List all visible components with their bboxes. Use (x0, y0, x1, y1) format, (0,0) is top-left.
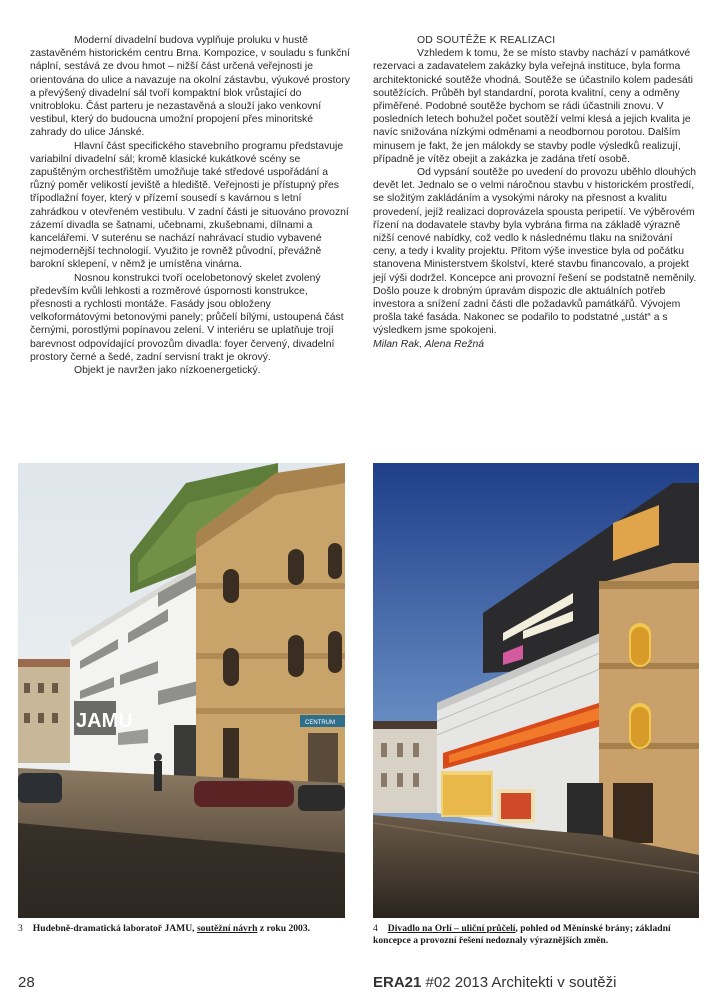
magazine-name: ERA21 (373, 974, 422, 991)
photo-caption-3 (18, 923, 345, 935)
magazine-issue: #02 2013 Architekti v soutěži (421, 974, 617, 991)
page-number: 28 (18, 974, 35, 991)
right-paragraph-1: Vzhledem k tomu, že se místo stavby nachází v památkové rezervaci a zadavatelem zakázky byla veřejná instituce, byla forma architektonické soutěže vhodná. Soutěže se účastnilo kolem padesáti soutěžících. Průběh byl standardní, porota kvalitní, ceny a odměny přiměřené. Podobné soutěže bychom se rádi účastnili znovu. V posledních letech bohužel počet soutěží velmi klesá a jejich kvalita je navíc snižována nízkými odměnami a neodbornou porotou. Dalším minusem je fakt, že jen málokdy se stavby podle výsledků realizují, případně je vítěz obejit a zakázka je zadána třetí osobě. (373, 48, 693, 165)
left-paragraph-4: Objekt je navržen jako nízkoenergetický. (74, 365, 261, 377)
left-text-column (30, 34, 352, 377)
photo-caption-4 (373, 923, 699, 947)
article-authors: Milan Rak, Alena Režná (373, 338, 485, 350)
left-paragraph-3: Nosnou konstrukci tvoří ocelobetonový skelet zvolený především kvůli lehkosti a rozměrové úspornosti konstrukce, přesnosti a rychlosti montáže. Fasády jsou obloženy velkoformátovými betonovými panely; průčelí bílými, ustoupená část černými, porostlými popínavou zelení. V interiéru se uplatňuje trojí barevnost odpovídající provozům divadla: foyer červený, divadelní prostory černé a šedé, zadní servisní trakt je okrový. (30, 272, 344, 363)
left-paragraph-2: Hlavní část specifického stavebního programu představuje variabilní divadelní sál; kromě klasické kukátkové scény se zapuštěným orchestřištěm umožňuje také středové uspořádání a různý poměr velikostí jeviště a hlediště. Veřejnosti je přístupný přes třípodlažní foyer, který v přízemí sousedí s kavárnou s letní zahrádkou v otevřeném vestibulu. V zadní části je situováno provozní zázemí divadla se šatnami, učebnami, zkušebnami, dílnami a kancelářemi. V suterénu se nachází nahrávací studio vybavené nejmodernější technologií. Využito je rovněž původní, převážně barokní sklepení, v němž je umístěna vinárna. (30, 140, 349, 271)
shop-sign: CENTRUM (305, 720, 335, 726)
caption-text-part: z roku 2003. (257, 923, 311, 934)
right-paragraph-2: Od vypsání soutěže po uvedení do provozu uběhlo dlouhých devět let. Jednalo se o velmi náročnou stavbu v historickém prostředí, se složitým zakládáním a vysokými nároky na přesnost a kvalitu provedení, jejíž realizaci doprovázela spousta peripetií. Ve výběrovém řízení na dodavatele stavby byla vybrána firma na základě výrazně nižší cenové nabídky, což vedlo k následnému tlaku na snižování ceny, a tedy i kvality projektu. Přitom výše investice byla od počátku stanovena Ministerstvem školství, které stavbu financovalo, a projekt její výši dodržel. Koncepce ani provozní řešení se podstatně neměnily. Došlo pouze k drobným úpravám dispozic dle aktuálních potřeb investora a snížení zadní části dle požadavků památkářů. Vývojem prošla také fasáda. Nakonec se podařilo to podstatné „ustát“ a s výsledkem jsme spokojeni. (373, 167, 697, 337)
competition-render-photo (18, 463, 345, 918)
right-text-column (373, 34, 699, 351)
jamu-sign: JAMU (76, 710, 133, 732)
left-paragraph-1: Moderní divadelní budova vyplňuje proluku v hustě zastavěném historickém centru Brna. Kompozice, v souladu s funkční náplní, sestává ze dvou hmot – nižší část určená veřejnosti je orientována do ulice a navazuje na okolní zástavbu, výukové prostory a převýšený divadelní sál tvoří kompaktní blok vrůstající do vnitrobloku. Část parteru je nezastavěná a slouží jako venkovní vestibul, který do budoucna umožní propojení přes minoritské zahrady do ulice Jánské. (30, 35, 350, 139)
caption-number: 3 (18, 923, 23, 934)
theatre-street-facade-photo (373, 463, 699, 918)
section-heading: OD SOUTĚŽE K REALIZACI (417, 35, 556, 46)
caption-number: 4 (373, 923, 378, 934)
caption-underlined-text: Divadlo na Orlí – uliční průčelí (387, 923, 516, 934)
caption-underlined-text: soutěžní návrh (196, 923, 258, 934)
caption-text-part: , pohled od Měnínské brány; základní koncepce a provozní řešení nedoznaly výraznějších změn. (373, 923, 671, 946)
magazine-footer (373, 974, 616, 991)
caption-text-part: Hudebně-dramatická laboratoř JAMU, (32, 923, 197, 934)
